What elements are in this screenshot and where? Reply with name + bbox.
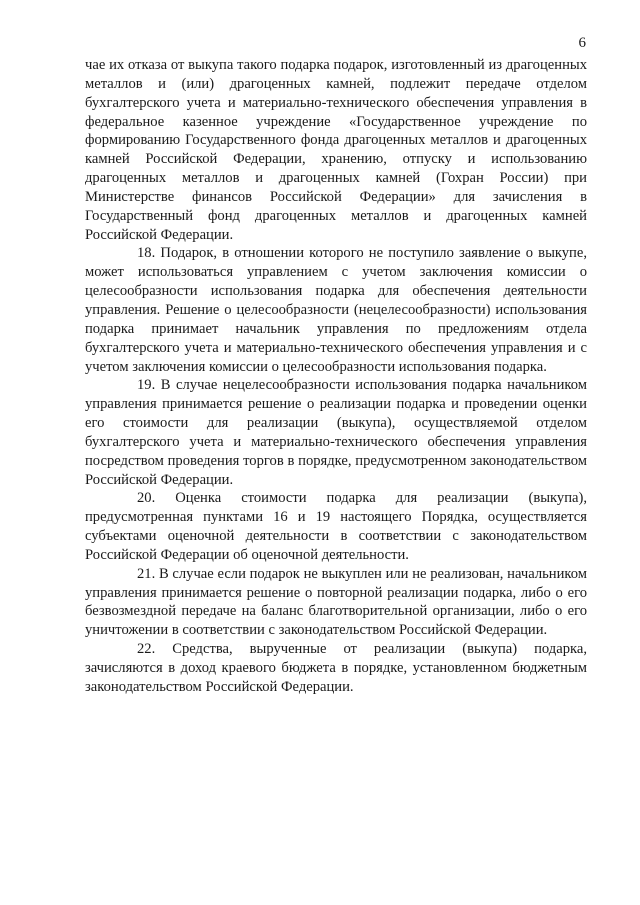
- paragraph-22: 22. Средства, вырученные от реализации (выкупа) подарка, зачисляются в доход краевого бюджета в порядке, установленном бюджетным законодательством Российской Федерации.: [85, 641, 587, 695]
- paragraph-18: 18. Подарок, в отношении которого не поступило заявление о выкупе, может использоваться управлением с учетом заключения комиссии о целесообразности использования подарка для обеспечения деятельности управления. Решение о целесообразности (нецелесообразности) использования подарка принимает начальник управления по предложениям отдела бухгалтерского учета и материально-технического обеспечения управления и с учетом заключения комиссии о целесообразности использования подарка.: [85, 245, 587, 375]
- paragraph-20: 20. Оценка стоимости подарка для реализации (выкупа), предусмотренная пунктами 16 и 19 настоящего Порядка, осуществляется субъектами оценочной деятельности в соответствии с законодательством Российской Федерации об оценочной деятельности.: [85, 490, 587, 563]
- paragraph-21: 21. В случае если подарок не выкуплен или не реализован, начальником управления принимается решение о повторной реализации подарка, либо о его безвозмездной передаче на баланс благотворительной организации, либо о его уничтожении в соответствии с законодательством Российской Федерации.: [85, 565, 587, 639]
- page-number: 6: [578, 35, 586, 51]
- paragraph-continuation: чае их отказа от выкупа такого подарка подарок, изготовленный из драгоценных металлов и (или) драгоценных камней, подлежит передаче отделом бухгалтерского учета и материально-технического обеспечения управления в федеральное казенное учреждение «Государственное учреждение по формированию Государственного фонда драгоценных металлов и драгоценных камней Российской Федерации, хранению, отпуску и использованию драгоценных металлов и драгоценных камней (Гохран России) при Министерстве финансов Российской Федерации» для зачисления в Государственный фонд драгоценных металлов и драгоценных камней Российской Федерации.: [85, 57, 587, 243]
- paragraph-19: 19. В случае нецелесообразности использования подарка начальником управления принимается решение о реализации подарка и проведении оценки его стоимости для реализации (выкупа), осуществляемой отделом бухгалтерского учета и материально-технического обеспечения управления посредством проведения торгов в порядке, предусмотренном законодательством Российской Федерации.: [85, 377, 587, 488]
- document-body: [85, 56, 587, 697]
